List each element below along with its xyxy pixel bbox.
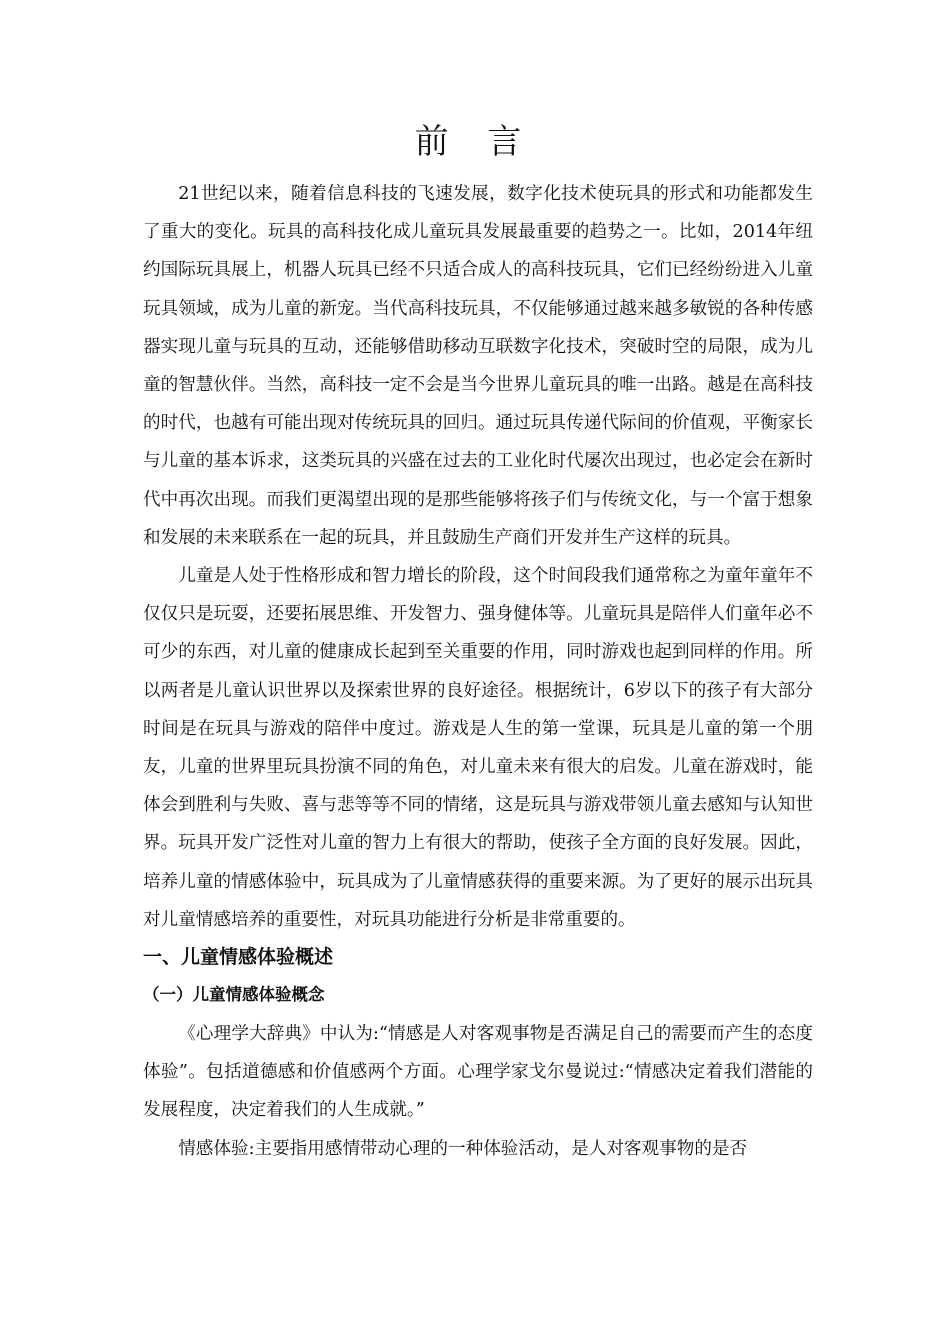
page-title: 前 言 — [414, 122, 536, 162]
section-paragraph-1: 《心理学大辞典》中认为:“情感是人对客观事物是否满足自己的需要而产生的态度体验”。包括道德感和价值感两个方面。心理学家戈尔曼说过:“情感决定着我们潜能的发展程度，决定着我们的人生成就。” — [143, 1024, 813, 1121]
section-heading: 一、儿童情感体验概述 — [143, 946, 334, 969]
intro-paragraph-1: 21世纪以来，随着信息科技的飞速发展，数字化技术使玩具的形式和功能都发生了重大的变化。玩具的高科技化成儿童玩具发展最重要的趋势之一。比如，2014年纽约国际玩具展上，机器人玩具已经不只适合成人的高科技玩具，它们已经纷纷进入儿童玩具领域，成为儿童的新宠。当代高科技玩具，不仅能够通过越来越多敏锐的各种传感器实现儿童与玩具的互动，还能够借助移动互联数字化技术，突破时空的局限，成为儿童的智慧伙伴。当然，高科技一定不会是当今世界儿童玩具的唯一出路。越是在高科技的时代，也越有可能出现对传统玩具的回归。通过玩具传递代际间的价值观，平衡家长与儿童的基本诉求，这类玩具的兴盛在过去的工业化时代屡次出现过，也必定会在新时代中再次出现。而我们更渴望出现的是那些能够将孩子们与传统文化，与一个富于想象和发展的未来联系在一起的玩具，并且鼓励生产商们开发并生产这样的玩具。 — [143, 184, 813, 548]
document-body — [143, 175, 813, 1168]
subsection-heading: （一）儿童情感体验概念 — [143, 985, 325, 1005]
intro-paragraph-2: 儿童是人处于性格形成和智力增长的阶段，这个时间段我们通常称之为童年童年不仅仅只是玩耍，还要拓展思维、开发智力、强身健体等。儿童玩具是陪伴人们童年必不可少的东西，对儿童的健康成长起到至关重要的作用，同时游戏也起到同样的作用。所以两者是儿童认识世界以及探索世界的良好途径。根据统计，6岁以下的孩子有大部分时间是在玩具与游戏的陪伴中度过。游戏是人生的第一堂课，玩具是儿童的第一个朋友，儿童的世界里玩具扮演不同的角色，对儿童未来有很大的启发。儿童在游戏时，能体会到胜利与失败、喜与悲等等不同的情绪，这是玩具与游戏带领儿童去感知与认知世界。玩具开发广泛性对儿童的智力上有很大的帮助，使孩子全方面的良好发展。因此，培养儿童的情感体验中，玩具成为了儿童情感获得的重要来源。为了更好的展示出玩具对儿童情感培养的重要性，对玩具功能进行分析是非常重要的。 — [143, 566, 813, 930]
section-paragraph-2: 情感体验:主要指用感情带动心理的一种体验活动，是人对客观事物的是否 — [178, 1138, 748, 1159]
